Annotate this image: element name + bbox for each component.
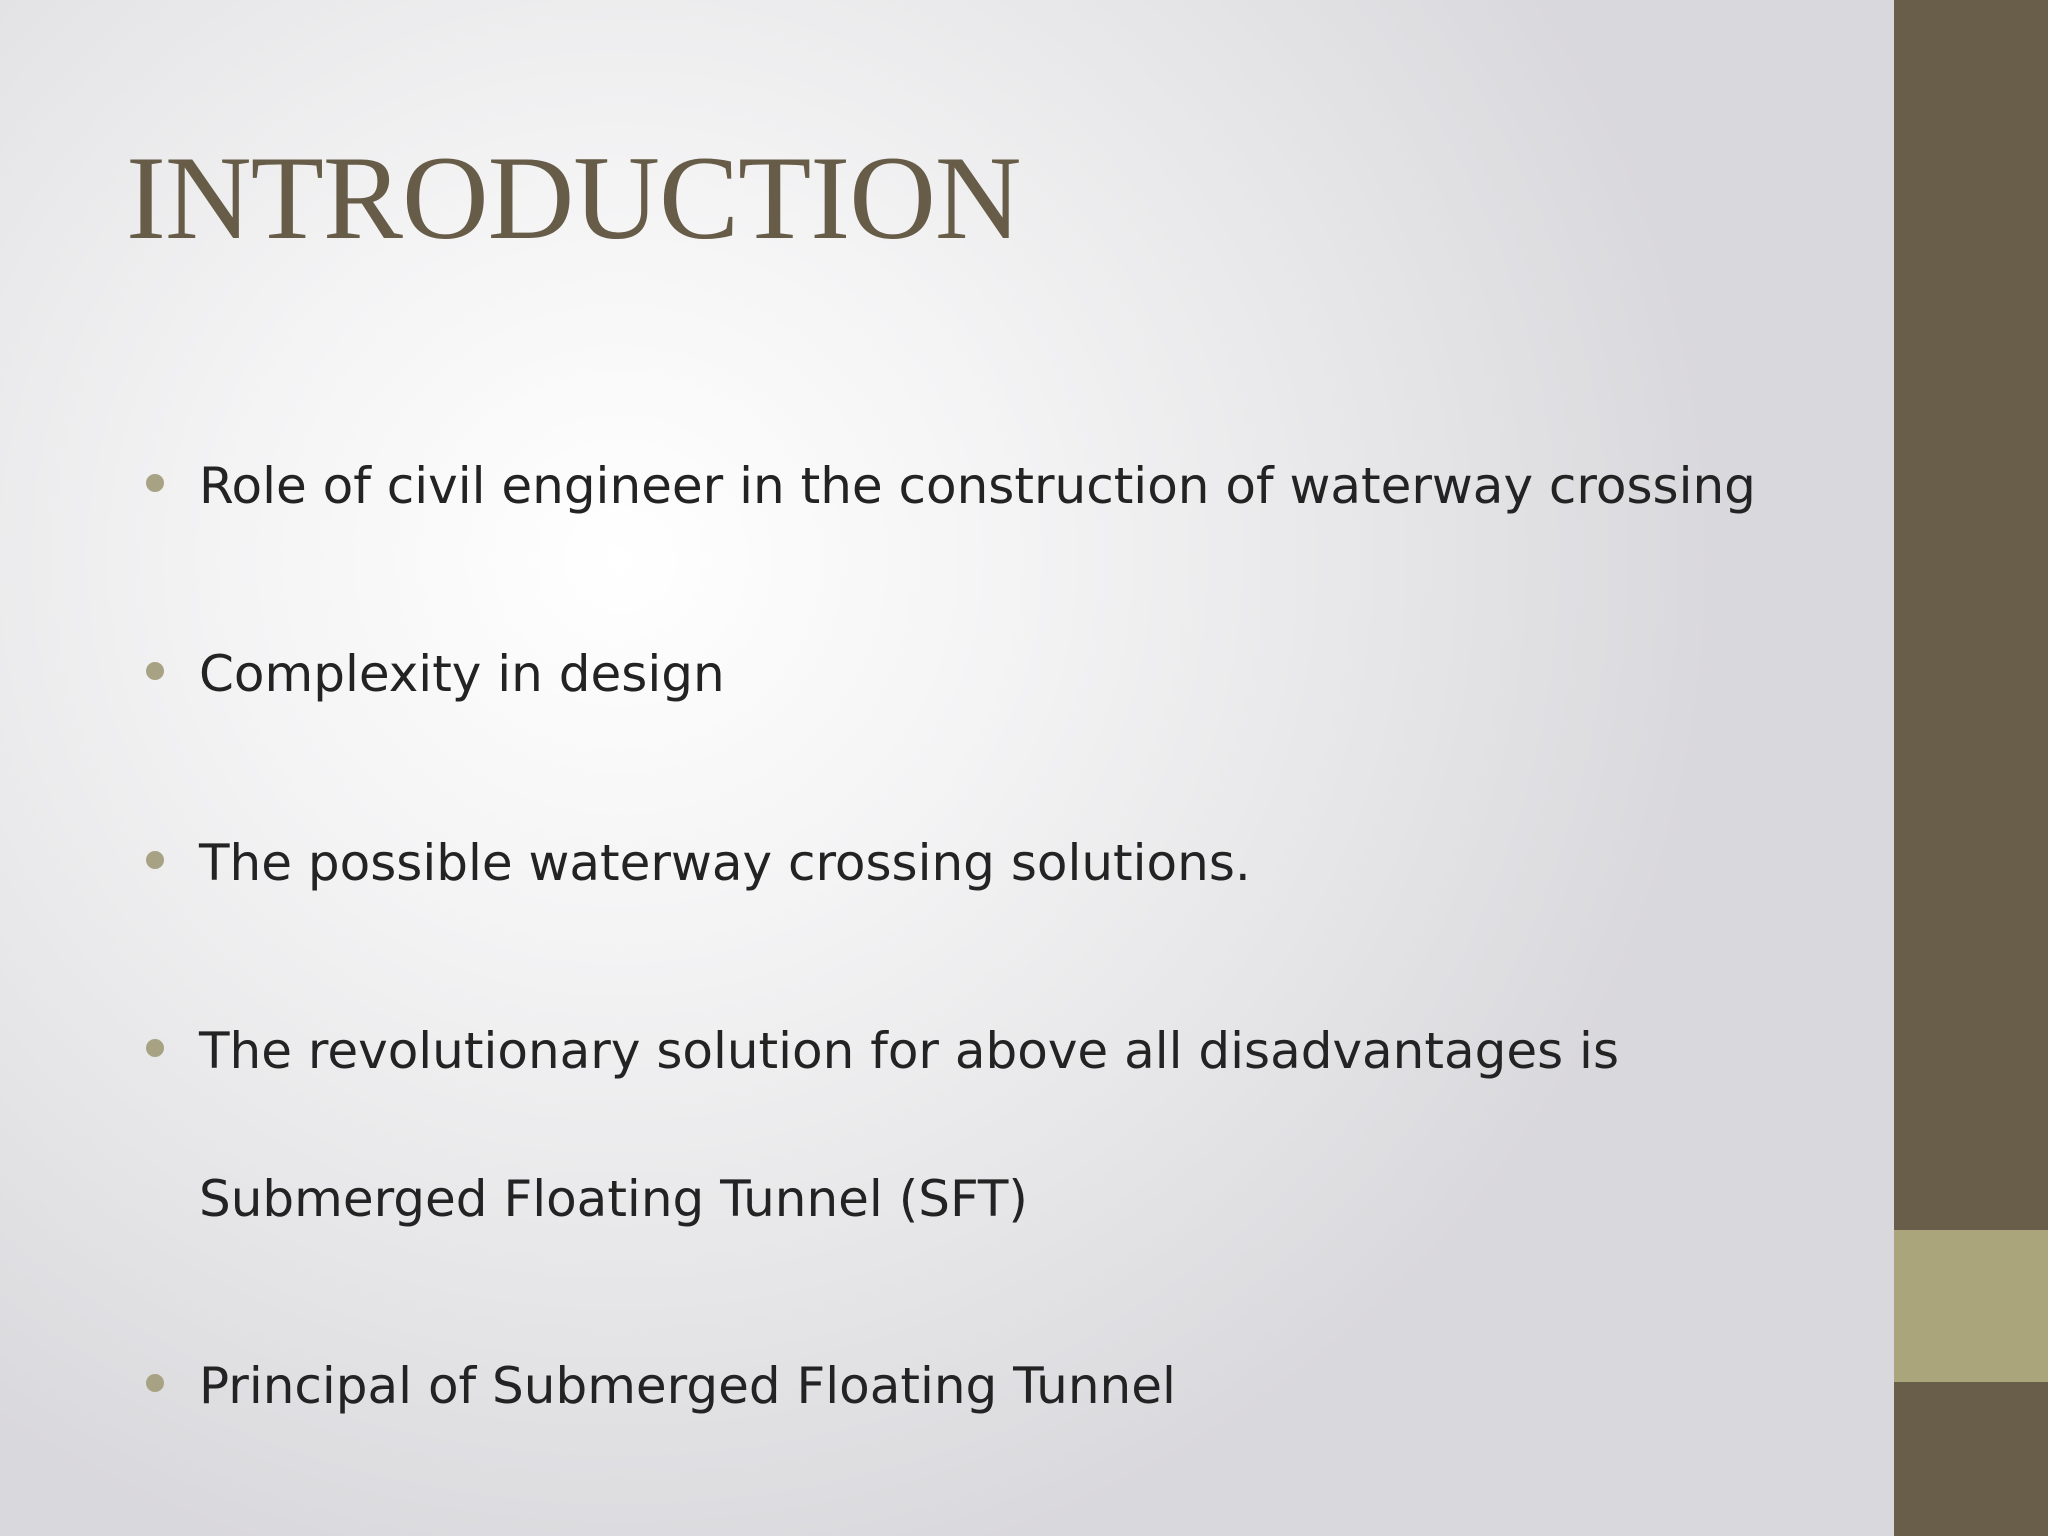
bullet-dot-icon [146,1374,164,1392]
bullet-dot-icon [146,662,164,680]
bullet-dot-icon [146,851,164,869]
side-accent-block [1894,1230,2048,1382]
slide-title: INTRODUCTION [126,131,1021,264]
bullet-dot-icon [146,474,164,492]
bullet-text: Principal of Submerged Floating Tunnel [199,1357,1176,1415]
bullet-text-continuation: Submerged Floating Tunnel (SFT) [199,1170,1028,1228]
bullet-text: The possible waterway crossing solutions. [199,834,1251,892]
bullet-text: Complexity in design [199,645,725,703]
bullet-dot-icon [146,1039,164,1057]
bullet-text: The revolutionary solution for above all disadvantages is [199,1022,1619,1080]
bullet-text: Role of civil engineer in the construction of waterway crossing [199,457,1756,515]
